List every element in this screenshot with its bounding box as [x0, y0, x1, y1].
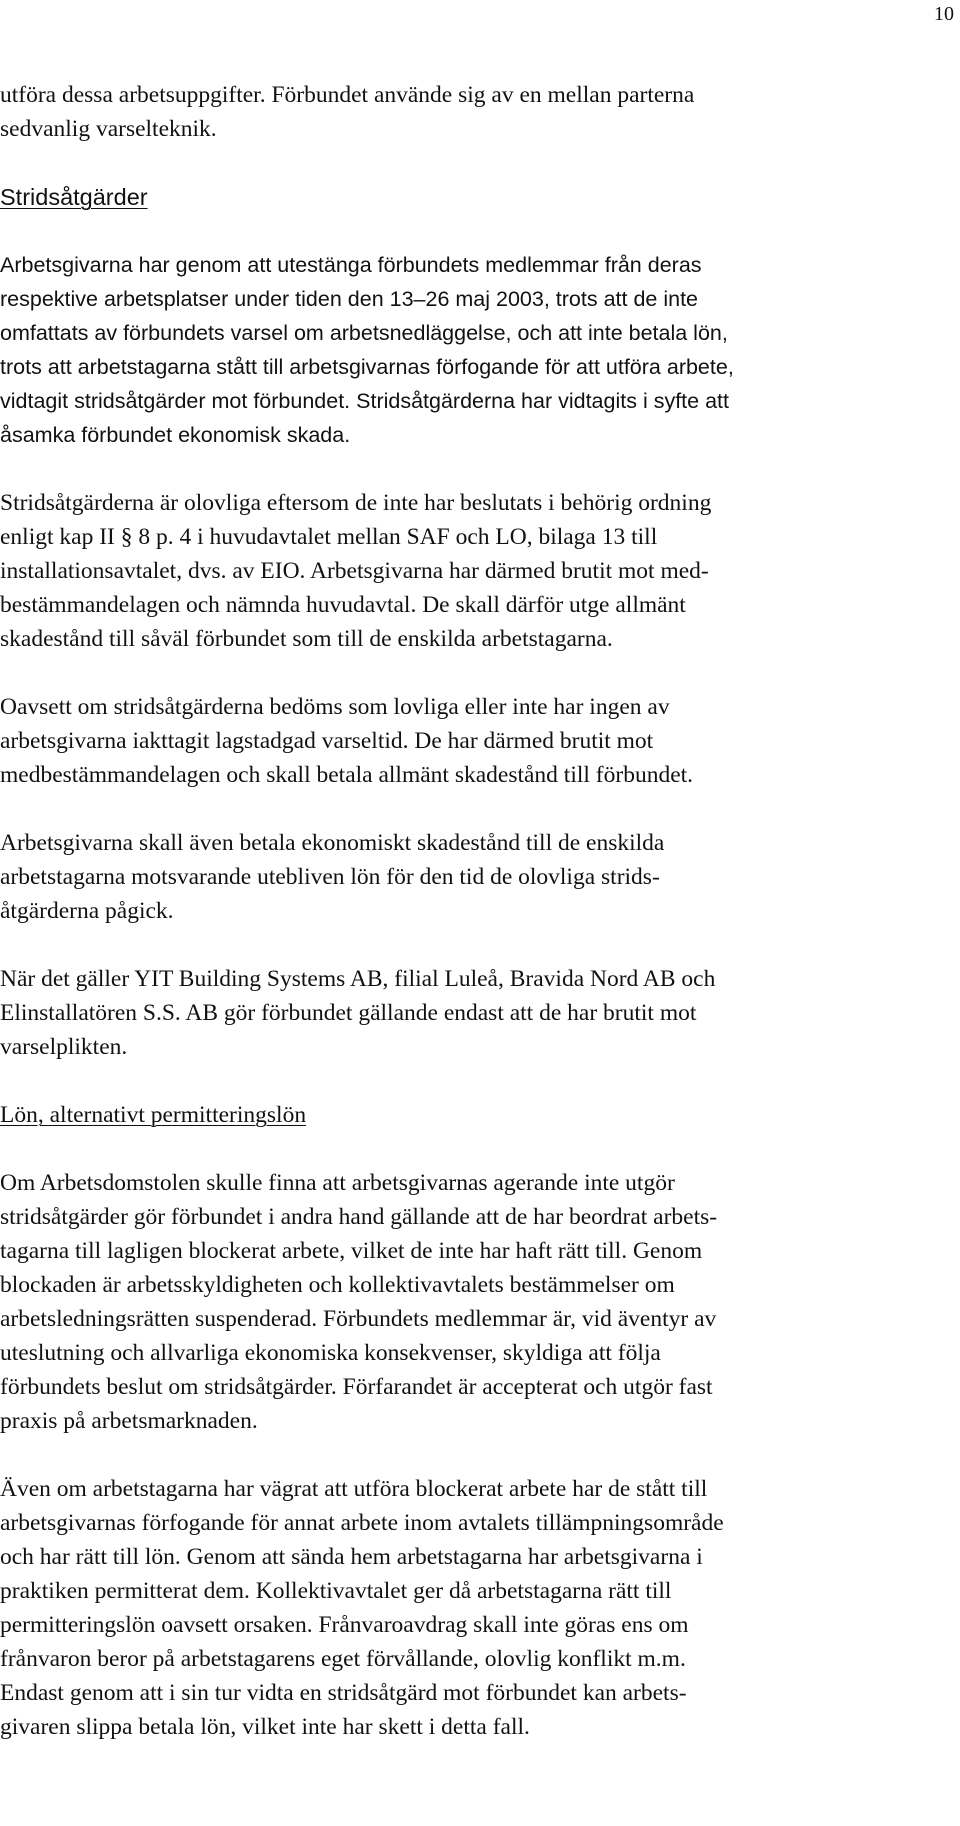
text-line: stridsåtgärder gör förbundet i andra hand gällande att de har beordrat arbets-: [0, 1204, 718, 1230]
text-line: Stridsåtgärderna är olovliga eftersom de inte har beslutats i behörig ordning: [0, 490, 712, 516]
text-line: Elinstallatören S.S. AB gör förbundet gällande endast att de har brutit mot: [0, 1000, 697, 1026]
paragraph: [0, 1166, 952, 1438]
paragraph: [0, 962, 952, 1064]
paragraph: [0, 486, 952, 656]
text-line: trots att arbetstagarna stått till arbetsgivarnas förfogande för att utföra arbete,: [0, 355, 734, 379]
text-line: Stridsåtgärder: [0, 184, 148, 210]
paragraph: [0, 248, 952, 452]
text-line: medbestämmandelagen och skall betala allmänt skadestånd till förbundet.: [0, 762, 694, 788]
text-line: installationsavtalet, dvs. av EIO. Arbetsgivarna har därmed brutit mot med-: [0, 558, 709, 584]
section-heading: [0, 180, 952, 214]
text-line: utföra dessa arbetsuppgifter. Förbundet använde sig av en mellan parterna: [0, 82, 695, 108]
text-line: Arbetsgivarna har genom att utestänga förbundets medlemmar från deras: [0, 253, 702, 277]
text-line: varselplikten.: [0, 1034, 128, 1060]
page-number: 10: [934, 3, 954, 25]
paragraph: [0, 690, 952, 792]
text-line: tagarna till lagligen blockerat arbete, vilket de inte har haft rätt till. Genom: [0, 1238, 703, 1264]
text-line: praktiken permitterat dem. Kollektivavtalet ger då arbetstagarna rätt till: [0, 1578, 672, 1604]
document-body: [0, 78, 952, 1778]
text-line: enligt kap II § 8 p. 4 i huvudavtalet mellan SAF och LO, bilaga 13 till: [0, 524, 658, 550]
paragraph: [0, 1472, 952, 1744]
text-line: vidtagit stridsåtgärder mot förbundet. Stridsåtgärderna har vidtagits i syfte att: [0, 389, 729, 413]
text-line: förbundets beslut om stridsåtgärder. Förfarandet är accepterat och utgör fast: [0, 1374, 713, 1400]
text-line: När det gäller YIT Building Systems AB, filial Luleå, Bravida Nord AB och: [0, 966, 716, 992]
text-line: skadestånd till såväl förbundet som till de enskilda arbetstagarna.: [0, 626, 613, 652]
text-line: omfattats av förbundets varsel om arbetsnedläggelse, och att inte betala lön,: [0, 321, 728, 345]
text-line: Om Arbetsdomstolen skulle finna att arbetsgivarnas agerande inte utgör: [0, 1170, 675, 1196]
paragraph: [0, 78, 952, 146]
paragraph: [0, 826, 952, 928]
text-line: sedvanlig varselteknik.: [0, 116, 217, 142]
text-line: arbetsledningsrätten suspenderad. Förbundets medlemmar är, vid äventyr av: [0, 1306, 717, 1332]
text-line: permitteringslön oavsett orsaken. Frånvaroavdrag skall inte göras ens om: [0, 1612, 689, 1638]
text-line: Arbetsgivarna skall även betala ekonomiskt skadestånd till de enskilda: [0, 830, 665, 856]
text-line: Även om arbetstagarna har vägrat att utföra blockerat arbete har de stått till: [0, 1476, 708, 1502]
section-heading: [0, 1098, 952, 1132]
text-line: åtgärderna pågick.: [0, 898, 174, 924]
text-line: blockaden är arbetsskyldigheten och kollektivavtalets bestämmelser om: [0, 1272, 675, 1298]
text-line: bestämmandelagen och nämnda huvudavtal. De skall därför utge allmänt: [0, 592, 686, 618]
text-line: Endast genom att i sin tur vidta en stridsåtgärd mot förbundet kan arbets-: [0, 1680, 687, 1706]
text-line: arbetsgivarnas förfogande för annat arbete inom avtalets tillämpningsområde: [0, 1510, 724, 1536]
text-line: åsamka förbundet ekonomisk skada.: [0, 423, 351, 447]
text-line: praxis på arbetsmarknaden.: [0, 1408, 258, 1434]
text-line: givaren slippa betala lön, vilket inte har skett i detta fall.: [0, 1714, 530, 1740]
text-line: arbetsgivarna iakttagit lagstadgad varseltid. De har därmed brutit mot: [0, 728, 654, 754]
text-line: arbetstagarna motsvarande utebliven lön för den tid de olovliga strids-: [0, 864, 660, 890]
text-line: Lön, alternativt permitteringslön: [0, 1102, 307, 1128]
text-line: respektive arbetsplatser under tiden den 13–26 maj 2003, trots att de inte: [0, 287, 698, 311]
text-line: uteslutning och allvarliga ekonomiska konsekvenser, skyldiga att följa: [0, 1340, 661, 1366]
text-line: Oavsett om stridsåtgärderna bedöms som lovliga eller inte har ingen av: [0, 694, 670, 720]
text-line: och har rätt till lön. Genom att sända hem arbetstagarna har arbetsgivarna i: [0, 1544, 703, 1570]
text-line: frånvaron beror på arbetstagarens eget förvållande, olovlig konflikt m.m.: [0, 1646, 686, 1672]
